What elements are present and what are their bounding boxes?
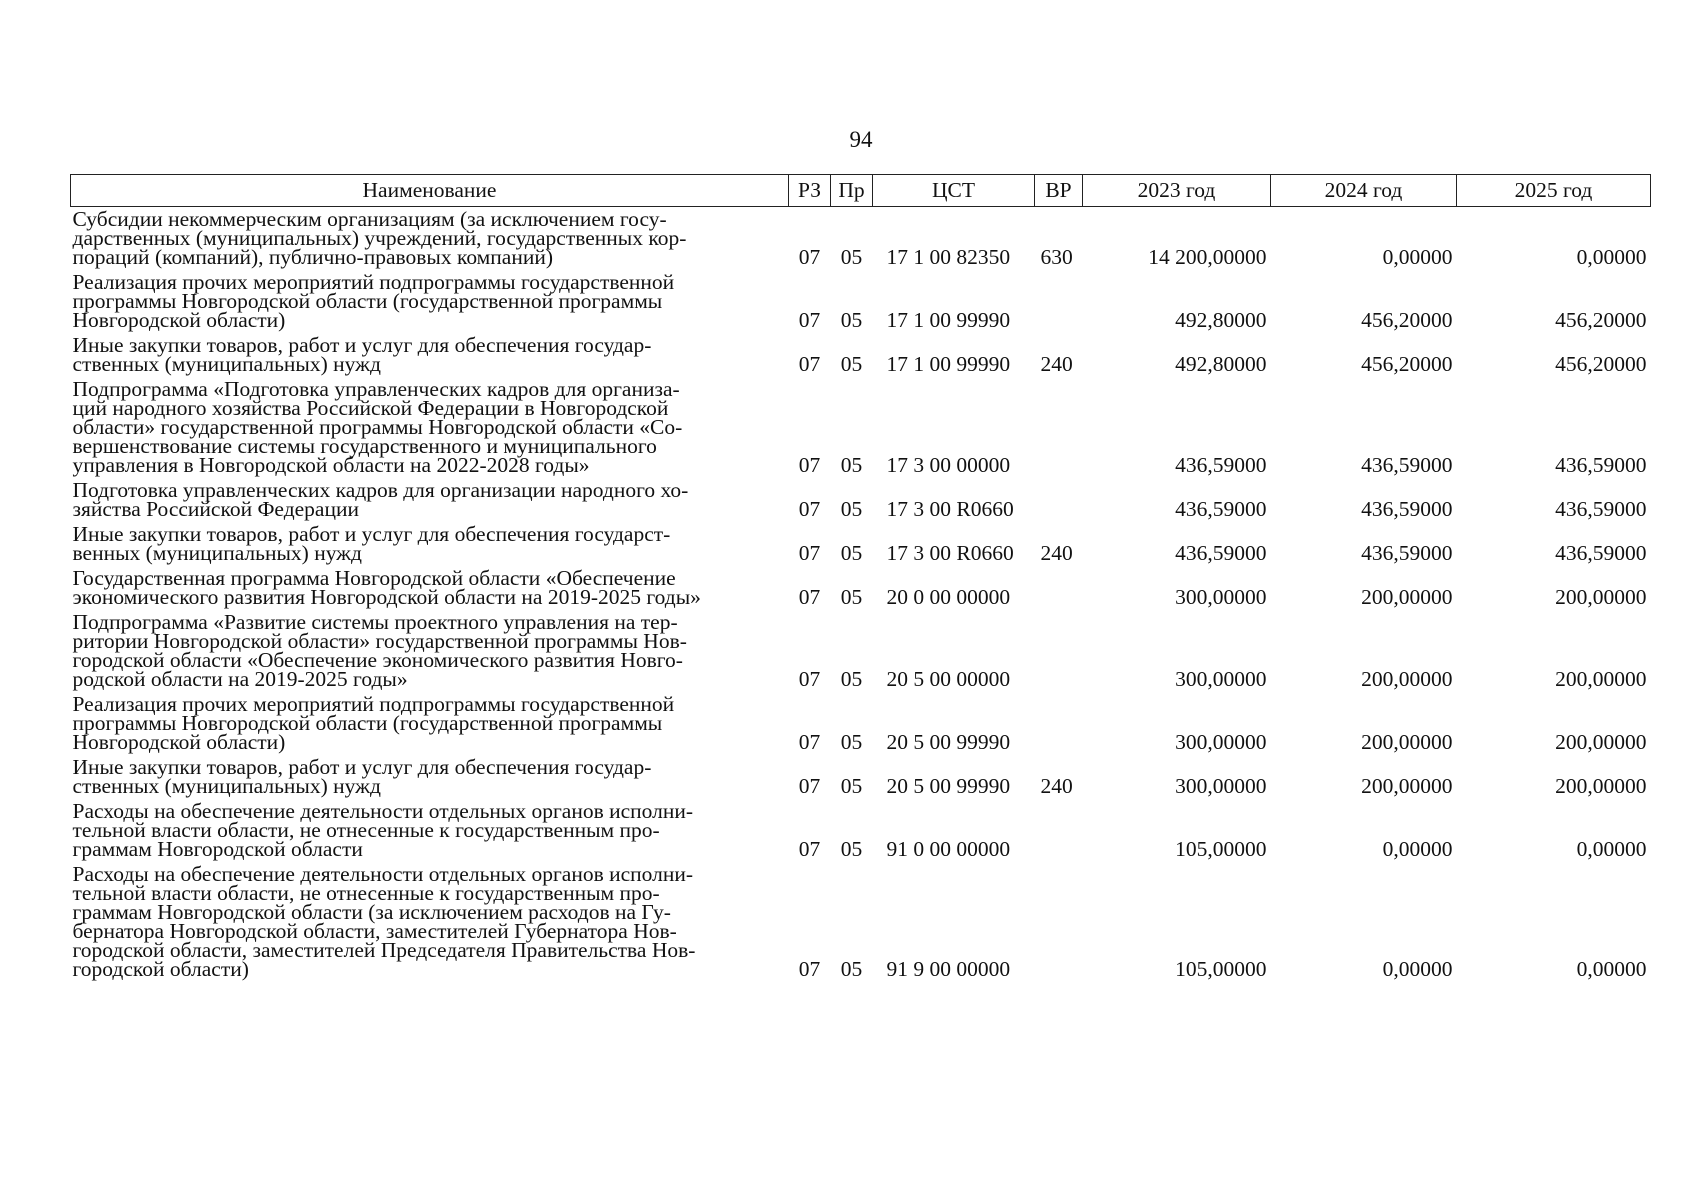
- row-pr: 05: [840, 730, 863, 754]
- row-2024: 456,20000: [1361, 352, 1453, 376]
- row-name: [71, 799, 789, 862]
- row-name: [71, 333, 789, 377]
- row-name-line: программы Новгородской области (государственной программы: [72, 711, 663, 735]
- row-2025: 456,20000: [1555, 308, 1647, 332]
- row-2025: 200,00000: [1555, 774, 1647, 798]
- row-vr: [1035, 610, 1083, 692]
- row-name-line: ритории Новгородской области» государственной программы Нов-: [72, 629, 687, 653]
- row-pr: 05: [840, 308, 863, 332]
- column-header-pr: Пр: [831, 175, 873, 207]
- row-cst: 17 3 00 R0660: [886, 541, 1014, 565]
- row-name-line: вершенствование системы государственного и муниципального: [72, 434, 657, 458]
- row-cst: 17 3 00 00000: [886, 453, 1011, 477]
- row-pr: 05: [840, 245, 863, 269]
- row-pr: 05: [840, 497, 863, 521]
- row-name-line: ций народного хозяйства Российской Федерации в Новгородской: [72, 396, 669, 420]
- row-name-line: родской области на 2019-2025 годы»: [72, 667, 408, 691]
- table-body: [71, 207, 1651, 983]
- row-name-line: Реализация прочих мероприятий подпрограммы государственной: [72, 270, 675, 294]
- row-2024: 436,59000: [1361, 453, 1453, 477]
- row-2025: 200,00000: [1555, 730, 1647, 754]
- row-name-line: Расходы на обеспечение деятельности отдельных органов исполни-: [72, 799, 694, 823]
- row-2024: 200,00000: [1361, 667, 1453, 691]
- row-2023: 14 200,00000: [1148, 245, 1267, 269]
- column-header-2025: 2025 год: [1457, 175, 1651, 207]
- row-pr: 05: [840, 957, 863, 981]
- row-name-line: пораций (компаний), публично-правовых компаний): [72, 245, 554, 269]
- row-rz: 07: [798, 774, 821, 798]
- row-2023: 105,00000: [1175, 837, 1267, 861]
- table-row: [71, 522, 1651, 566]
- row-name-line: Иные закупки товаров, работ и услуг для обеспечения государст-: [72, 522, 671, 546]
- row-pr: 05: [840, 667, 863, 691]
- table-row: [71, 377, 1651, 478]
- row-name-line: тельной власти области, не отнесенные к государственным про-: [72, 818, 660, 842]
- row-name: [71, 377, 789, 478]
- row-name-line: Иные закупки товаров, работ и услуг для обеспечения государ-: [72, 333, 652, 357]
- row-name: [71, 207, 789, 271]
- row-2023: 436,59000: [1175, 453, 1267, 477]
- table-row: [71, 566, 1651, 610]
- row-2024: 200,00000: [1361, 730, 1453, 754]
- row-2024: 456,20000: [1361, 308, 1453, 332]
- row-name-line: Государственная программа Новгородской области «Обеспечение: [72, 566, 676, 590]
- row-vr: [1035, 799, 1083, 862]
- row-rz: 07: [798, 585, 821, 609]
- column-header-cst: ЦСТ: [873, 175, 1035, 207]
- row-name: [71, 566, 789, 610]
- row-2025: 0,00000: [1576, 957, 1647, 981]
- column-header-name: Наименование: [71, 175, 789, 207]
- row-2025: 200,00000: [1555, 585, 1647, 609]
- row-name-line: городской области, заместителей Председателя Правительства Нов-: [72, 938, 696, 962]
- row-2023: 300,00000: [1175, 730, 1267, 754]
- row-pr: 05: [840, 774, 863, 798]
- row-rz: 07: [798, 730, 821, 754]
- table-header: [71, 175, 1651, 207]
- row-name-line: граммам Новгородской области: [72, 837, 363, 861]
- row-2023: 436,59000: [1175, 541, 1267, 565]
- row-rz: 07: [798, 308, 821, 332]
- row-rz: 07: [798, 453, 821, 477]
- row-rz: 07: [798, 497, 821, 521]
- row-vr: [1035, 377, 1083, 478]
- row-name-line: городской области): [72, 957, 249, 981]
- row-2025: 436,59000: [1555, 541, 1647, 565]
- row-rz: 07: [798, 667, 821, 691]
- row-name-line: Подпрограмма «Подготовка управленческих кадров для организа-: [72, 377, 680, 401]
- row-name-line: тельной власти области, не отнесенные к государственным про-: [72, 881, 660, 905]
- row-pr: 05: [840, 453, 863, 477]
- row-2024: 200,00000: [1361, 585, 1453, 609]
- row-rz: 07: [798, 352, 821, 376]
- row-name-line: Подготовка управленческих кадров для организации народного хо-: [72, 478, 689, 502]
- table-row: [71, 755, 1651, 799]
- row-name: [71, 692, 789, 755]
- row-pr: 05: [840, 585, 863, 609]
- row-vr: 240: [1040, 774, 1073, 798]
- row-rz: 07: [798, 837, 821, 861]
- row-cst: 17 1 00 99990: [886, 352, 1011, 376]
- row-2025: 0,00000: [1576, 245, 1647, 269]
- row-name-line: Новгородской области): [72, 730, 286, 754]
- row-2023: 300,00000: [1175, 667, 1267, 691]
- row-name-line: городской области «Обеспечение экономического развития Новго-: [72, 648, 683, 672]
- row-cst: 20 5 00 99990: [886, 730, 1011, 754]
- row-cst: 17 1 00 82350: [886, 245, 1011, 269]
- row-name-line: программы Новгородской области (государственной программы: [72, 289, 663, 313]
- table-row: [71, 207, 1651, 271]
- row-2024: 200,00000: [1361, 774, 1453, 798]
- row-name-line: дарственных (муниципальных) учреждений, государственных кор-: [72, 226, 687, 250]
- column-header-vr: ВР: [1035, 175, 1083, 207]
- row-vr: [1035, 478, 1083, 522]
- row-2024: 0,00000: [1382, 245, 1453, 269]
- row-2023: 300,00000: [1175, 774, 1267, 798]
- row-cst: 17 1 00 99990: [886, 308, 1011, 332]
- row-vr: [1035, 692, 1083, 755]
- row-name-line: Субсидии некоммерческим организациям (за исключением госу-: [72, 207, 667, 231]
- table-row: [71, 270, 1651, 333]
- row-name: [71, 270, 789, 333]
- row-name-line: области» государственной программы Новгородской области «Со-: [72, 415, 683, 439]
- row-2024: 0,00000: [1382, 957, 1453, 981]
- row-name-line: ственных (муниципальных) нужд: [72, 774, 381, 798]
- row-rz: 07: [798, 541, 821, 565]
- row-2025: 436,59000: [1555, 497, 1647, 521]
- row-2023: 436,59000: [1175, 497, 1267, 521]
- table-row: [71, 333, 1651, 377]
- row-2023: 492,80000: [1175, 352, 1267, 376]
- row-cst: 20 5 00 00000: [886, 667, 1011, 691]
- budget-table: [70, 174, 1651, 982]
- row-2024: 436,59000: [1361, 541, 1453, 565]
- row-2025: 200,00000: [1555, 667, 1647, 691]
- row-name-line: граммам Новгородской области (за исключением расходов на Гу-: [72, 900, 671, 924]
- row-name-line: Реализация прочих мероприятий подпрограммы государственной: [72, 692, 675, 716]
- row-rz: 07: [798, 957, 821, 981]
- row-name: [71, 478, 789, 522]
- row-2025: 0,00000: [1576, 837, 1647, 861]
- column-header-2023: 2023 год: [1083, 175, 1271, 207]
- row-2023: 300,00000: [1175, 585, 1267, 609]
- row-cst: 20 5 00 99990: [886, 774, 1011, 798]
- row-name-line: венных (муниципальных) нужд: [72, 541, 362, 565]
- row-name-line: ственных (муниципальных) нужд: [72, 352, 381, 376]
- row-name: [71, 862, 789, 982]
- row-pr: 05: [840, 837, 863, 861]
- row-name-line: Иные закупки товаров, работ и услуг для обеспечения государ-: [72, 755, 652, 779]
- row-name: [71, 522, 789, 566]
- row-vr: [1035, 566, 1083, 610]
- row-pr: 05: [840, 541, 863, 565]
- table-row: [71, 610, 1651, 692]
- table-row: [71, 692, 1651, 755]
- row-vr: 240: [1040, 352, 1073, 376]
- row-vr: 240: [1040, 541, 1073, 565]
- row-name-line: экономического развития Новгородской области на 2019-2025 годы»: [72, 585, 701, 609]
- row-name-line: Новгородской области): [72, 308, 286, 332]
- row-name-line: Расходы на обеспечение деятельности отдельных органов исполни-: [72, 862, 694, 886]
- row-name: [71, 755, 789, 799]
- row-name-line: зяйства Российской Федерации: [72, 497, 359, 521]
- row-name-line: Подпрограмма «Развитие системы проектного управления на тер-: [72, 610, 678, 634]
- row-vr: [1035, 862, 1083, 982]
- row-vr: [1035, 270, 1083, 333]
- row-2025: 456,20000: [1555, 352, 1647, 376]
- row-cst: 91 9 00 00000: [886, 957, 1011, 981]
- row-2025: 436,59000: [1555, 453, 1647, 477]
- row-vr: 630: [1040, 245, 1073, 269]
- table-row: [71, 799, 1651, 862]
- column-header-2024: 2024 год: [1271, 175, 1457, 207]
- row-cst: 20 0 00 00000: [886, 585, 1011, 609]
- row-name-line: бернатора Новгородской области, заместителей Губернатора Нов-: [72, 919, 677, 943]
- table-row: [71, 862, 1651, 982]
- page-number: 94: [849, 127, 873, 152]
- row-2023: 105,00000: [1175, 957, 1267, 981]
- table-row: [71, 478, 1651, 522]
- row-2023: 492,80000: [1175, 308, 1267, 332]
- row-pr: 05: [840, 352, 863, 376]
- row-name: [71, 610, 789, 692]
- header-row: [71, 175, 1651, 207]
- row-cst: 17 3 00 R0660: [886, 497, 1014, 521]
- row-rz: 07: [798, 245, 821, 269]
- row-cst: 91 0 00 00000: [886, 837, 1011, 861]
- row-name-line: управления в Новгородской области на 2022-2028 годы»: [72, 453, 590, 477]
- row-2024: 0,00000: [1382, 837, 1453, 861]
- column-header-rz: РЗ: [789, 175, 831, 207]
- row-2024: 436,59000: [1361, 497, 1453, 521]
